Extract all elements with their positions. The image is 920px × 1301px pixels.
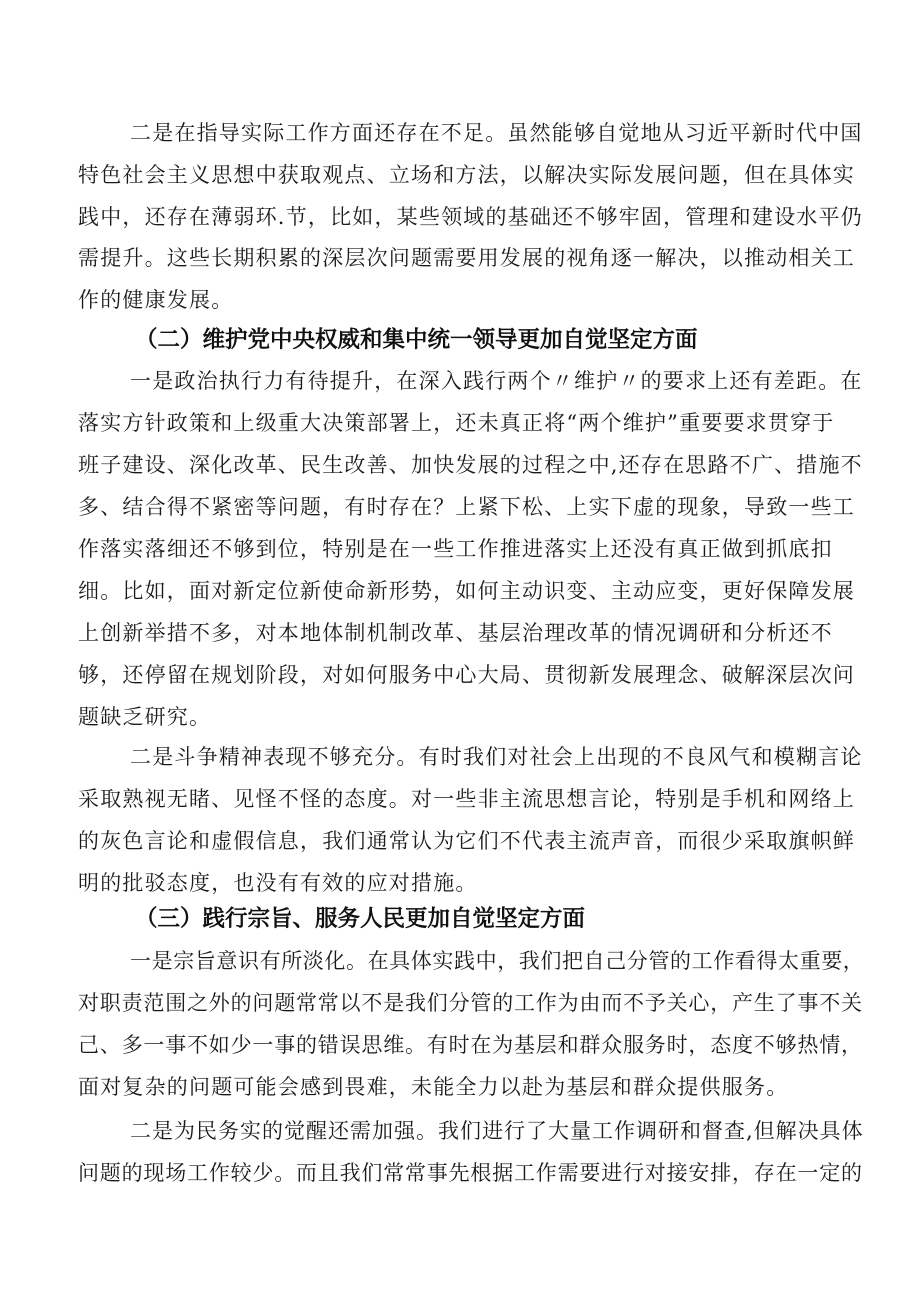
paragraph-5-line-1: 二是为民务实的觉醒还需加强。我们进行了大量工作调研和督查,但解决具体 bbox=[130, 1119, 864, 1143]
paragraph-3-line-2: 采取熟视无睹、见怪不怪的态度。对一些非主流思想言论，特别是手机和网络上 bbox=[78, 787, 855, 811]
paragraph-4-line-2: 对职责范围之外的问题常常以不是我们分管的工作为由而不予关心，产生了事不关 bbox=[78, 991, 863, 1015]
paragraph-2-line-9: 题缺乏研究。 bbox=[78, 705, 212, 729]
paragraph-2-line-4: 多、结合得不紧密等问题，有时存在？上紧下松、上实下虚的现象，导致一些工 bbox=[78, 495, 855, 519]
paragraph-3-line-4: 明的批驳态度，也没有有效的应对措施。 bbox=[78, 871, 478, 895]
paragraph-2-line-8: 够，还停留在规划阶段，对如何服务中心大局、贯彻新发展理念、破解深层次问 bbox=[78, 663, 855, 687]
paragraph-2-line-7: 上创新举措不多，对本地体制机制改革、基层治理改革的情况调研和分析还不 bbox=[78, 621, 833, 645]
paragraph-3-line-1: 二是斗争精神表现不够充分。有时我们对社会上出现的不良风气和模糊言论 bbox=[130, 745, 863, 769]
paragraph-2-line-3: 班子建设、深化改革、民生改善、加快发展的过程之中,还存在思路不广、措施不 bbox=[78, 453, 863, 477]
section-heading-2: （二）维护党中央权威和集中统一领导更加自觉坚定方面 bbox=[135, 327, 698, 353]
paragraph-5-line-2: 问题的现场工作较少。而且我们常常事先根据工作需要进行对接安排，存在一定的 bbox=[78, 1161, 863, 1185]
paragraph-4-line-4: 面对复杂的问题可能会感到畏难，未能全力以赴为基层和群众提供服务。 bbox=[78, 1075, 789, 1099]
paragraph-1-line-2: 特色社会主义思想中获取观点、立场和方法，以解决实际发展问题，但在具体实 bbox=[78, 163, 855, 187]
section-heading-3: （三）践行宗旨、服务人民更加自觉坚定方面 bbox=[135, 906, 586, 932]
paragraph-4-line-3: 己、多一事不如少一事的错误思维。有时在为基层和群众服务时，态度不够热情， bbox=[78, 1033, 863, 1057]
paragraph-2-line-6: 细。比如，面对新定位新使命新形势，如何主动识变、主动应变，更好保障发展 bbox=[78, 579, 855, 603]
paragraph-2-line-1: 一是政治执行力有待提升，在深入践行两个〃维护〃的要求上还有差距。在 bbox=[130, 369, 863, 393]
paragraph-4-line-1: 一是宗旨意识有所淡化。在具体实践中，我们把自己分管的工作看得太重要， bbox=[130, 949, 865, 973]
paragraph-1-line-5: 作的健康发展。 bbox=[78, 288, 234, 312]
paragraph-2-line-5: 作落实落细还不够到位，特别是在一些工作推进落实上还没有真正做到抓底扣 bbox=[78, 537, 833, 561]
paragraph-1-line-3: 践中，还存在薄弱环.节，比如，某些领域的基础还不够牢固，管理和建设水平仍 bbox=[78, 205, 863, 229]
paragraph-1-line-1: 二是在指导实际工作方面还存在不足。虽然能够自觉地从习近平新时代中国 bbox=[130, 121, 863, 145]
paragraph-2-line-2: 落实方针政策和上级重大决策部署上，还未真正将“两个维护”重要要求贯穿于 bbox=[78, 411, 835, 435]
paragraph-3-line-3: 的灰色言论和虚假信息，我们通常认为它们不代表主流声音，而很少采取旗帜鲜 bbox=[78, 829, 855, 853]
paragraph-1-line-4: 需提升。这些长期积累的深层次问题需要用发展的视角逐一解决，以推动相关工 bbox=[78, 246, 855, 270]
